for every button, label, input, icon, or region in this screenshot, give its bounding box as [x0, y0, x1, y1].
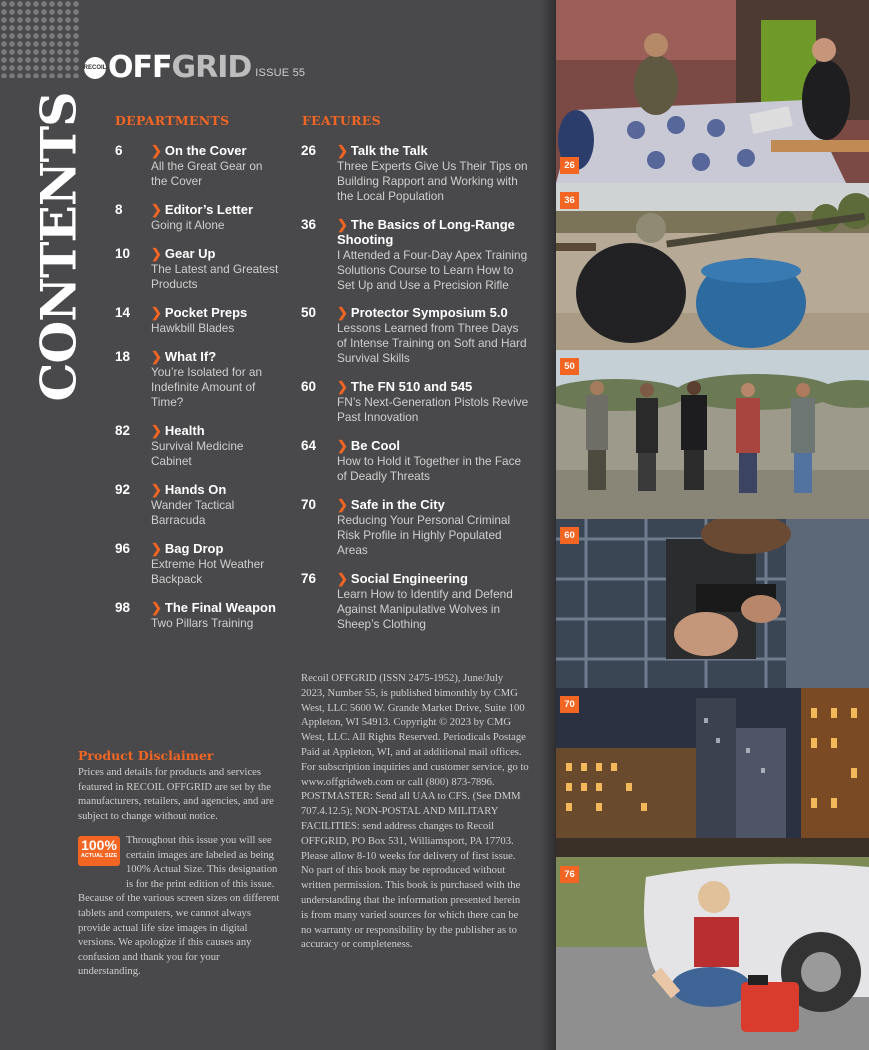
toc-title: [337, 438, 537, 453]
disclaimer-heading: Product Disclaimer: [78, 748, 214, 763]
toc-description-line: Cabinet: [151, 454, 192, 468]
toc-description: [337, 248, 537, 293]
chevron-right-icon: ❯: [151, 349, 162, 364]
photo-rifle-image: [556, 183, 869, 350]
toc-description: [151, 557, 281, 587]
toc-description: [337, 454, 537, 484]
toc-title-line: Talk the Talk: [350, 143, 428, 158]
toc-title: [151, 202, 351, 217]
toc-description: [337, 395, 537, 425]
badge-percent: 100%: [81, 837, 117, 853]
photo-interview[interactable]: [556, 0, 869, 183]
photo-page-badge: 70: [560, 696, 579, 713]
toc-description-line: You’re Isolated for an: [151, 365, 263, 379]
contents-vertical-title: [29, 88, 88, 406]
toc-description-line: Learn How to Identify and Defend: [337, 587, 513, 601]
toc-page-number: 14: [115, 305, 131, 320]
toc-description-line: Solutions Course to Learn How to: [337, 263, 514, 277]
toc-title: [151, 600, 351, 615]
chevron-right-icon: ❯: [151, 246, 162, 261]
page-gutter-shadow: [540, 0, 556, 1050]
toc-page-number: 6: [115, 143, 123, 158]
toc-title-line: On the Cover: [164, 143, 247, 158]
toc-description: [151, 262, 281, 292]
toc-page-number: 36: [301, 217, 317, 232]
publication-legal-text: Recoil OFFGRID (ISSN 2475-1952), June/July 2023, Number 55, is published bimonthly by CMG West, LLC 5600 W. Grande Market Drive, Suite 100 Appleton, WI 54913. Copyright © 2023 by CMG West, LLC. All Rights Reserved. Periodicals Postage Paid at Appleton, WI, and at additional mail offices. For subscription inquiries and customer service, go to www.offgridweb.com or call (800) 873-7896. POSTMASTER: Send all UAA to CFS. (See DMM 707.4.12.5); NON-POSTAL AND MILITARY FACILITIES: send address changes to Recoil OFFGRID, PO Box 531, Williamsport, PA 17703. Please allow 8-10 weeks for delivery of first issue. No part of this book may be reproduced without written permission. This book is purchased with the understanding that the information presented herein is from many varied sources for which there can be no warranty or responsibility by the publisher as to accuracy or completeness.: [301, 673, 529, 951]
toc-description-line: Building Rapport and Working with: [337, 174, 518, 188]
toc-title: [151, 246, 351, 261]
toc-page-number: 50: [301, 305, 317, 320]
toc-description-line: The Latest and Greatest: [151, 262, 279, 276]
disclaimer-body: Prices and details for products and services featured in RECOIL OFFGRID are set by the manufacturers, retailers, and agencies, and are subject to change without notice.: [78, 767, 274, 822]
toc-description-line: Backpack: [151, 572, 203, 586]
toc-title-line: Protector Symposium 5.0: [350, 305, 508, 320]
toc-description: [337, 321, 537, 366]
toc-description-line: Products: [151, 277, 198, 291]
toc-description-line: Two Pillars Training: [151, 616, 254, 630]
toc-description-line: Past Innovation: [337, 410, 419, 424]
photo-city-image: [556, 688, 869, 857]
toc-description: [337, 587, 537, 632]
toc-page-number: 10: [115, 246, 131, 261]
chevron-right-icon: ❯: [337, 217, 348, 232]
badge-label: ACTUAL SIZE: [80, 853, 118, 859]
chevron-right-icon: ❯: [151, 482, 162, 497]
toc-page-number: 60: [301, 379, 317, 394]
photo-interview-image: [556, 0, 869, 183]
toc-description-line: Barracuda: [151, 513, 206, 527]
toc-description-line: Time?: [151, 395, 184, 409]
features-heading: FEATURES: [302, 113, 381, 128]
toc-description-line: Lessons Learned from Three Days: [337, 321, 519, 335]
toc-description-line: Wander Tactical: [151, 498, 235, 512]
toc-description-line: the Cover: [151, 174, 203, 188]
toc-description-line: Risk Profile in Highly Populated: [337, 528, 502, 542]
photo-pistol-image: [556, 519, 869, 688]
toc-title-line: What If?: [164, 349, 217, 364]
toc-description-line: Set Up and Use a Precision Rifle: [337, 278, 509, 292]
chevron-right-icon: ❯: [337, 143, 348, 158]
toc-description: [151, 498, 281, 528]
toc-page-number: 8: [115, 202, 123, 217]
toc-description-line: Survival Medicine: [151, 439, 244, 453]
toc-title: [337, 497, 537, 512]
chevron-right-icon: ❯: [337, 379, 348, 394]
offgrid-logo: [83, 50, 306, 85]
toc-title-line: Bag Drop: [164, 541, 224, 556]
toc-page-number: 64: [301, 438, 317, 453]
toc-page-number: 98: [115, 600, 131, 615]
toc-page-number: 96: [115, 541, 131, 556]
chevron-right-icon: ❯: [151, 541, 162, 556]
contents-word: CONTENTS: [29, 92, 88, 402]
chevron-right-icon: ❯: [151, 305, 162, 320]
toc-title: [337, 571, 537, 586]
toc-title-line: Shooting: [337, 232, 394, 247]
toc-title-line: Gear Up: [164, 246, 216, 261]
issue-number: ISSUE 55: [255, 67, 306, 79]
toc-page-number: 92: [115, 482, 131, 497]
toc-description: [337, 513, 537, 558]
photo-page-badge: 60: [560, 527, 579, 544]
logo-grid: GRID: [171, 50, 252, 85]
photo-group-image: [556, 350, 869, 519]
photo-page-badge: 36: [560, 192, 579, 209]
toc-description-line: Survival Skills: [337, 351, 410, 365]
photo-strip: [556, 0, 869, 1050]
actual-size-text: Throughout this issue you will see certain images are labeled as being 100% Actual Size. This designation is for the print edition of this issue. Because of the various screen sizes on different tablets and computers, we cannot always provide actual life size images in digital versions. We apologize if this causes any confusion and thank you for your understanding.: [78, 835, 280, 978]
toc-title-line: Social Engineering: [350, 571, 468, 586]
toc-title: [151, 349, 351, 364]
toc-description: [151, 365, 281, 410]
photo-group[interactable]: [556, 350, 869, 519]
toc-page-number: 76: [301, 571, 317, 586]
toc-title-line: Safe in the City: [350, 497, 445, 512]
chevron-right-icon: ❯: [337, 571, 348, 586]
toc-description-line: Against Manipulative Wolves in: [337, 602, 501, 616]
departments-heading: DEPARTMENTS: [115, 113, 230, 128]
toc-description-line: Three Experts Give Us Their Tips on: [337, 159, 528, 173]
toc-page-number: 70: [301, 497, 317, 512]
toc-description: [337, 159, 537, 204]
photo-rifle[interactable]: [556, 183, 869, 350]
toc-title-line: Editor’s Letter: [164, 202, 254, 217]
toc-page-number: 82: [115, 423, 131, 438]
toc-description-line: All the Great Gear on: [151, 159, 263, 173]
photo-stranded[interactable]: [556, 857, 869, 1050]
toc-description-line: the Local Population: [337, 189, 444, 203]
toc-description-line: How to Hold it Together in the Face: [337, 454, 522, 468]
toc-page-number: 26: [301, 143, 317, 158]
toc-title-line: Health: [164, 423, 205, 438]
toc-title-line: The FN 510 and 545: [350, 379, 473, 394]
toc-title-line: Pocket Preps: [164, 305, 248, 320]
toc-title: [337, 305, 537, 320]
toc-title: [151, 423, 351, 438]
toc-description-line: Going it Alone: [151, 218, 225, 232]
photo-stranded-image: [556, 857, 869, 1050]
chevron-right-icon: ❯: [151, 143, 162, 158]
toc-description-line: of Intense Training on Soft and Hard: [337, 336, 527, 350]
toc-description: [151, 439, 281, 469]
photo-pistol[interactable]: [556, 519, 869, 688]
toc-description-line: Indefinite Amount of: [151, 380, 256, 394]
chevron-right-icon: ❯: [151, 600, 162, 615]
toc-description: [151, 218, 281, 233]
photo-city[interactable]: [556, 688, 869, 857]
toc-description-line: Hawkbill Blades: [151, 321, 235, 335]
actual-size-badge-icon: [78, 836, 120, 866]
chevron-right-icon: ❯: [337, 305, 348, 320]
logo-off: OFF: [108, 50, 172, 85]
chevron-right-icon: ❯: [151, 423, 162, 438]
toc-description-line: Areas: [337, 543, 368, 557]
toc-title-line: The Final Weapon: [164, 600, 276, 615]
toc-description-line: of Deadly Threats: [337, 469, 430, 483]
toc-title: [151, 143, 351, 158]
recoil-badge-icon: RECOIL: [84, 57, 106, 79]
toc-description-line: FN’s Next-Generation Pistols Revive: [337, 395, 529, 409]
toc-title: [337, 379, 537, 394]
toc-description-line: Reducing Your Personal Criminal: [337, 513, 511, 527]
toc-title-line: The Basics of Long-Range: [350, 217, 515, 232]
photo-page-badge: 50: [560, 358, 579, 375]
logo-wordmark: [108, 50, 252, 85]
toc-description-line: Sheep’s Clothing: [337, 617, 426, 631]
photo-page-badge: 76: [560, 866, 579, 883]
toc-description-line: I Attended a Four-Day Apex Training: [337, 248, 528, 262]
photo-page-badge: 26: [560, 157, 579, 174]
toc-description: [151, 321, 281, 336]
toc-description: [151, 616, 281, 631]
chevron-right-icon: ❯: [151, 202, 162, 217]
toc-page-number: 18: [115, 349, 131, 364]
toc-description-line: Extreme Hot Weather: [151, 557, 265, 571]
chevron-right-icon: ❯: [337, 438, 348, 453]
toc-title: [151, 541, 351, 556]
toc-description: [151, 159, 281, 189]
toc-title: [151, 305, 351, 320]
toc-title: [151, 482, 351, 497]
toc-title: [337, 217, 537, 247]
toc-title-line: Be Cool: [350, 438, 401, 453]
halftone-dots-decoration: [0, 0, 80, 78]
toc-title-line: Hands On: [164, 482, 227, 497]
toc-title: [337, 143, 537, 158]
chevron-right-icon: ❯: [337, 497, 348, 512]
